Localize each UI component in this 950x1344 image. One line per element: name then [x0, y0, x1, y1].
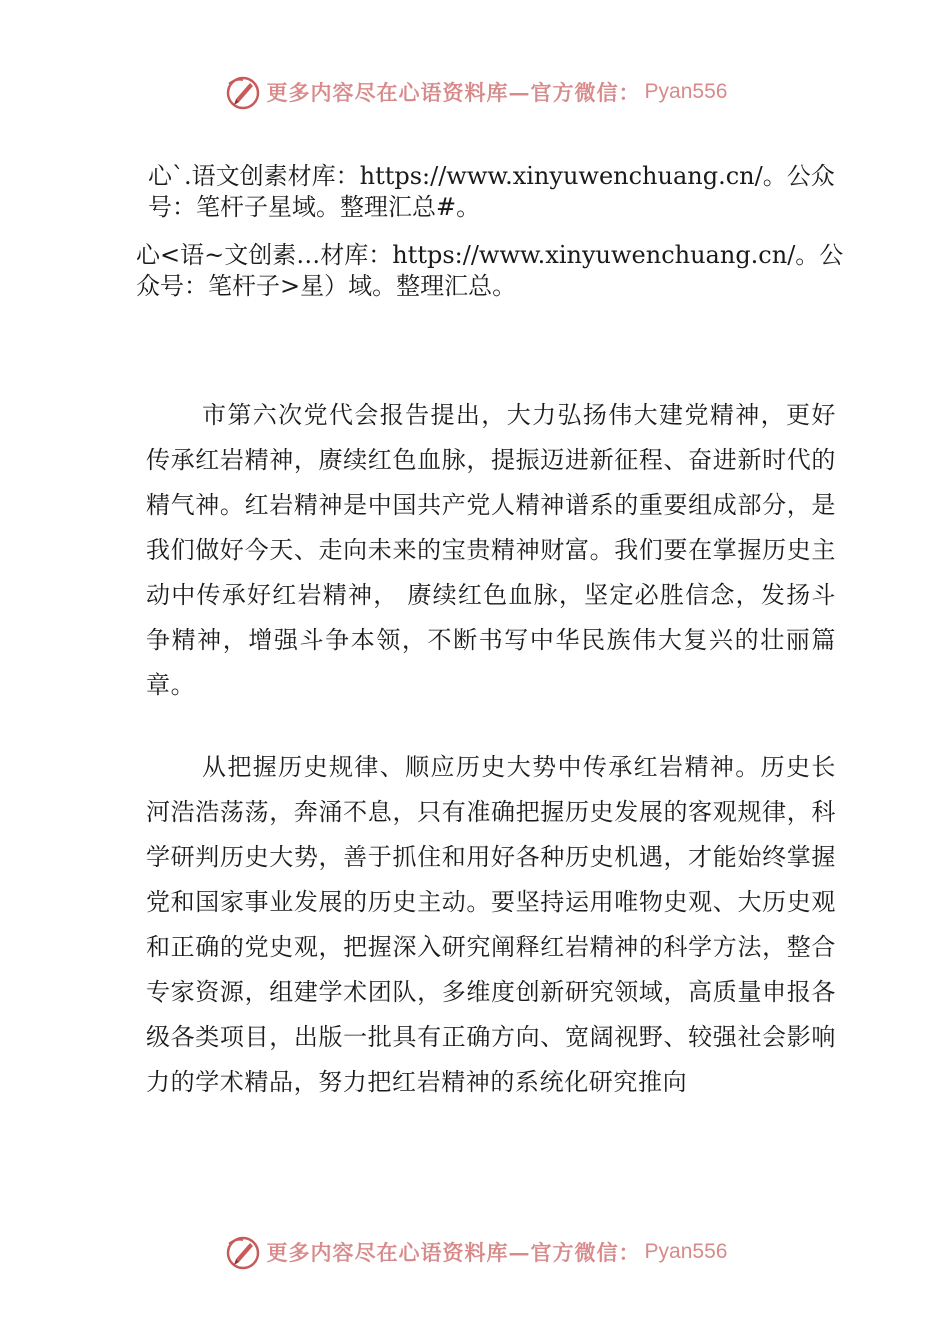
- pen-in-circle-icon: [223, 1232, 263, 1272]
- watermark-line-1: 心`.语文创素材库：https://www.xinyuwenchuang.cn/。公众号：笔杆子星域。整理汇总#。: [148, 162, 835, 221]
- banner-text: 更多内容尽在心语资料库—官方微信：: [266, 1240, 641, 1265]
- document-body: [146, 393, 836, 1105]
- paragraph-2: 从把握历史规律、顺应历史大势中传承红岩精神。历史长河浩浩荡荡，奔涌不息，只有准确把握历史发展的客观规律，科学研判历史大势，善于抓住和用好各种历史机遇，才能始终掌握党和国家事业发展的历史主动。要坚持运用唯物史观、大历史观和正确的党史观，把握深入研究阐释红岩精神的科学方法，整合专家资源，组建学术团队，多维度创新研究领域，高质量申报各级各类项目，出版一批具有正确方向、宽阔视野、较强社会影响力的学术精品，努力把红岩精神的系统化研究推向: [146, 753, 836, 1096]
- paragraph-1: 市第六次党代会报告提出，大力弘扬伟大建党精神，更好传承红岩精神，赓续红色血脉，提振迈进新征程、奋进新时代的精气神。红岩精神是中国共产党人精神谱系的重要组成部分，是我们做好今天、走向未来的宝贵精神财富。我们要在掌握历史主动中传承好红岩精神， 赓续红色血脉，坚定必胜信念，发扬斗争精神，增强斗争本领，不断书写中华民族伟大复兴的壮丽篇章。: [146, 401, 836, 699]
- pen-in-circle-icon: [223, 72, 263, 112]
- watermark-line-2: 心<语~文创素…材库：https://www.xinyuwenchuang.cn/。公众号：笔杆子>星）域。整理汇总。: [136, 241, 844, 300]
- banner-text: 更多内容尽在心语资料库—官方微信：: [266, 80, 641, 105]
- header-banner: [0, 70, 950, 114]
- wechat-id: Pyan556: [644, 1240, 728, 1263]
- wechat-id: Pyan556: [644, 80, 728, 103]
- footer-banner: [0, 1230, 950, 1274]
